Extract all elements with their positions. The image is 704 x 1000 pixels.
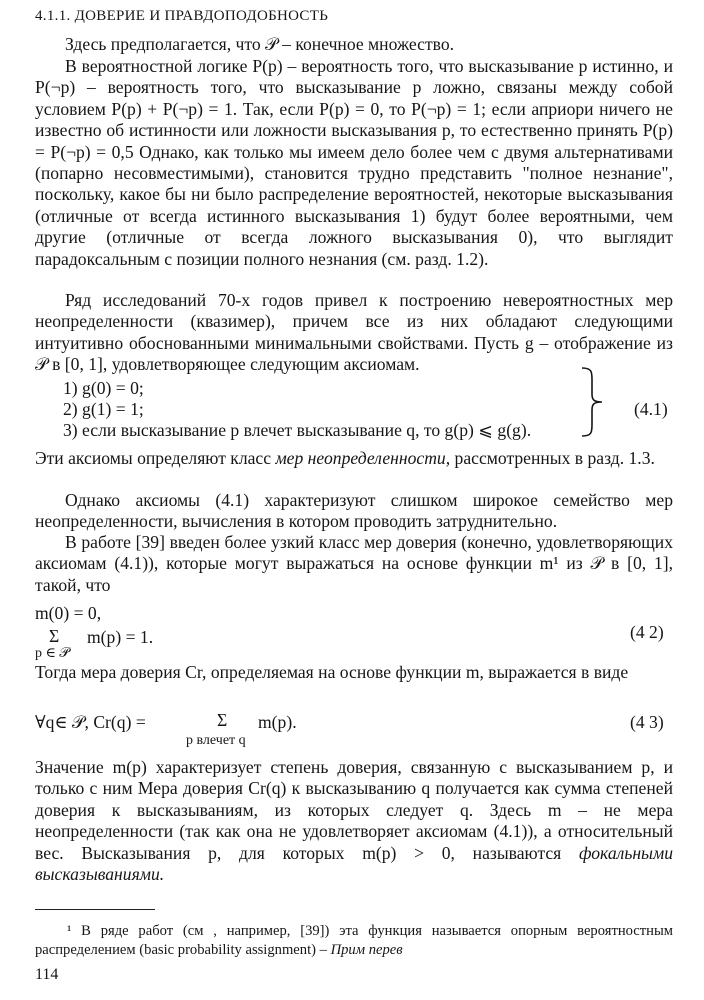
footnote [35, 922, 673, 960]
axiom-3: 3) если высказывание p влечет высказывание q, то g(p) ⩽ g(g). [63, 420, 532, 440]
paragraph-belief-measures: В работе [39] введен более узкий класс мер доверия (конечно, удовлетворяющих аксиомам (4.1)), которые могут выражаться на основе функции m¹ из 𝒫 в [0, 1], такой, что [35, 532, 673, 595]
equation-4-3-sum-subscript: p влечет q [186, 733, 246, 748]
equation-4-2-line1: m(0) = 0, [35, 603, 102, 623]
paragraph-uncertainty-measures: Ряд исследований 70-х годов привел к построению невероятностных мер неопределенности (квазимер), причем все из них обладают следующими интуитивно обоснованными минимальными свойствами. Пусть g – отображение из 𝒫 в [0, 1], удовлетворяющее следующим аксиомам. [35, 290, 673, 375]
paragraph-belief-cr: Тогда мера доверия Cr, определяемая на основе функции m, выражается в виде [35, 662, 629, 682]
p8-italic: фокальными высказываниями. [35, 842, 673, 885]
equation-number-4-3: (4 3) [630, 712, 664, 732]
equation-4-2-sum-expr: m(p) = 1. [87, 627, 154, 647]
right-brace-icon [580, 366, 608, 438]
equation-4-3-lhs: ∀q∈ 𝒫, Cr(q) = [35, 712, 146, 732]
sum-sign-icon: Σ [217, 710, 228, 730]
paragraph-axioms-define [35, 448, 673, 469]
sum-sign-icon: Σ [49, 626, 60, 646]
axiom-2: 2) g(1) = 1; [63, 399, 144, 419]
equation-number-4-2: (4 2) [630, 622, 664, 642]
page-number: 114 [35, 966, 59, 983]
p4-text: Эти аксиомы определяют класс [35, 448, 276, 468]
equation-4-2-sum-subscript: p ∈ 𝒫 [35, 646, 70, 661]
axiom-1: 1) g(0) = 0; [63, 378, 144, 398]
paragraph-focal-statements [35, 757, 673, 885]
p4-italic: мер неопределенности, [275, 448, 451, 468]
paragraph-finite-set: Здесь предполагается, что 𝒫 – конечное множество. [65, 34, 455, 54]
section-heading: 4.1.1. ДОВЕРИЕ И ПРАВДОПОДОБНОСТЬ [35, 8, 329, 24]
equation-4-3-sum-expr: m(p). [258, 712, 297, 732]
footnote-italic: Прим перев [330, 942, 403, 958]
p4-rest: рассмотренных в разд. 1.3. [450, 448, 655, 468]
p8-text: Значение m(p) характеризует степень доверия, связанную с высказыванием p, и только с ним Мера доверия Cr(q) к высказыванию q получается как сумма степеней доверия к высказываниям, из которых следует q. Здесь m – не мера неопределенности (так как она не удовлетворяет аксиомам (4.1)), а относительный вес. Высказывания p, для которых m(p) > 0, называются [35, 757, 673, 863]
footnote-text: ¹ В ряде работ (см , например, [39]) эта функция называется опорным вероятностным распределением (basic probability assignment) – [35, 923, 673, 958]
paragraph-axioms-broad: Однако аксиомы (4.1) характеризуют слишком широкое семейство мер неопределенности, вычисления в котором проводить затруднительно. [35, 490, 673, 532]
footnote-divider [35, 909, 155, 910]
paragraph-probabilistic-logic: В вероятностной логике P(p) – вероятность того, что высказывание p истинно, и P(¬p) – вероятность того, что высказывание p ложно, связаны между собой условием P(p) + P(¬p) = 1. Так, если P(p) = 0, то P(¬p) = 1; если априори ничего не известно об истинности или ложности высказывания p, то естественно принять P(p) = P(¬p) = 0,5 Однако, как только мы имеем дело более чем с двумя альтернативами (попарно несовместимыми), становится трудно представить "полное незнание", поскольку, какое бы ни было распределение вероятностей, некоторые высказывания (отличные от всегда истинного высказывания 1) будут более вероятными, чем другие (отличные от всегда ложного высказывания 0), что выглядит парадоксальным с позиции полного незнания (см. разд. 1.2). [35, 56, 673, 269]
equation-number-4-1: (4.1) [634, 399, 668, 419]
